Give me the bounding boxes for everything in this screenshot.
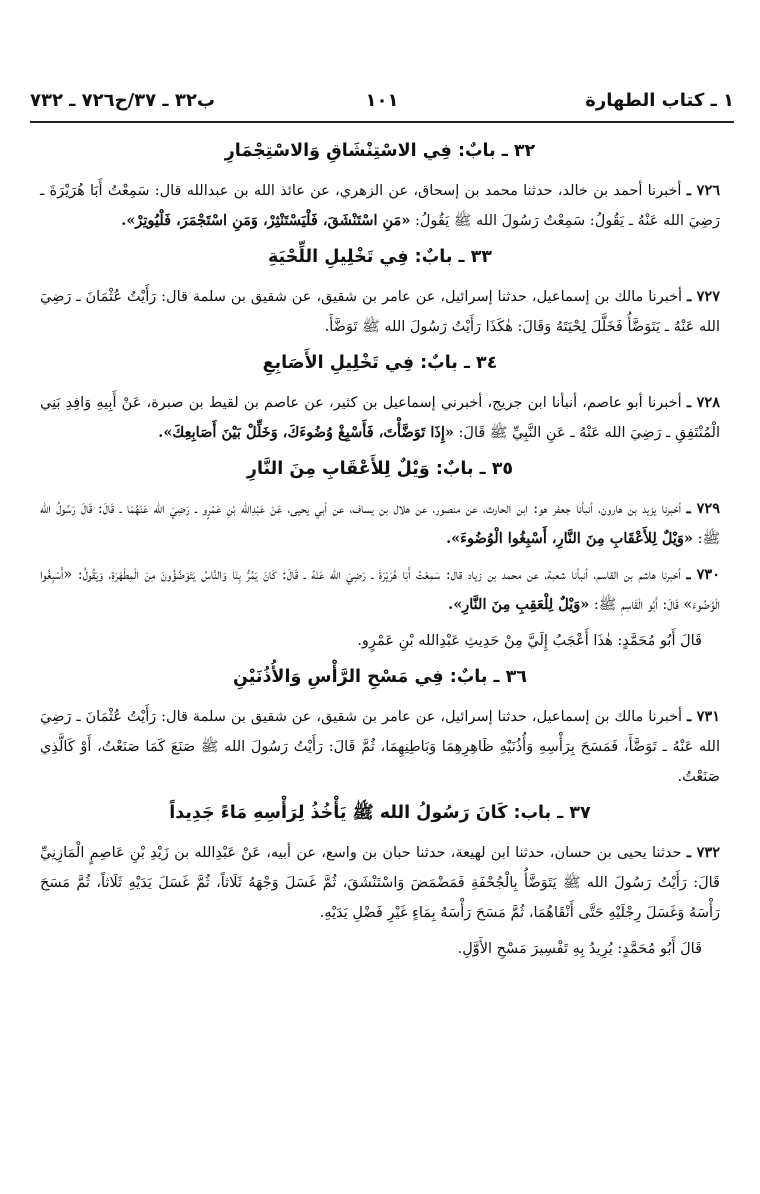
hadith-number: ٧٣٠ ـ [686,566,720,583]
hadith-quote: «إِذَا تَوَضَّأْتَ، فَأَسْبِغْ وُضُوءَكَ، وَخَلِّلْ بَيْنَ أَصَابِعِكَ». [158,424,454,441]
author-note: قَالَ أَبُو مُحَمَّدٍ: هٰذَا أَعْجَبُ إِلَيَّ مِنْ حَدِيثِ عَبْدِالله بْنِ عَمْرٍو. [357,633,702,649]
hadith-isnad: حدثنا يحيى بن حسان، حدثنا ابن لهيعة، حدثنا حبان بن واسع، عن أبيه، عَنْ عَبْدِالله بن زَيْدِ بْنِ عَاصِمٍ الْمَازِنِيِّ قَالَ: رَأَيْتُ رَسُولَ الله ﷺ يَتَوَضَّأُ بِالْجُحْفَةِ فَمَضْمَضَ وَاسْتَنْشَقَ، ثُمَّ غَسَلَ وَجْهَهُ ثَلَاثاً، ثُمَّ غَسَلَ يَدَيْهِ ثَلَاثاً، ثُمَّ مَسَحَ رَأْسَهُ وَغَسَلَ رِجْلَيْهِ حَتَّى أَنْقَاهُمَا، ثُمَّ مَسَحَ رَأْسَهُ بِمَاءٍ غَيْرِ فَضْلِ يَدَيْهِ. [40,845,720,921]
chapter-title: ٣٤ ـ بابٌ: فِي تَخْلِيلِ الأَصَابِعِ [262,353,498,373]
hadith-isnad: أخبرنا أبو عاصم، أنبأنا ابن جريج، أخبرني إسماعيل بن كثير، عن عاصم بن لقيط بن صبرة، عَنْ أَبِيهِ وَافِدِ بَنِي الْمُنْتَفِقِ ـ رَضِيَ الله عَنْهُ ـ عَنِ النَّبِيِّ ﷺ قَالَ: [40,395,720,441]
hadith-number: ٧٢٦ ـ [686,182,721,199]
hadith-entry [40,388,720,448]
hadith-isnad: أخبرنا مالك بن إسماعيل، حدثنا إسرائيل، عن عامر بن شقيق، عن شقيق بن سلمة قال: رَأَيْتُ عُثْمَانَ ـ رَضِيَ الله عَنْهُ ـ تَوَضَّأَ، فَمَسَحَ بِرَأْسِهِ وَأُذُنَيْهِ ظَاهِرِهِمَا وَبَاطِنِهِمَا، ثُمَّ قَالَ: رَأَيْتُ رَسُولَ الله ﷺ صَنَعَ كَمَا صَنَعْتُ، أَوْ كَالَّذِي صَنَعْتُ. [40,709,720,785]
hadith-entry [40,494,720,554]
chapter-title: ٣٦ ـ بابٌ: فِي مَسْحِ الرَّأْسِ وَالأُذُنَيْنِ [232,667,527,687]
author-note: قَالَ أَبُو مُحَمَّدٍ: يُرِيدُ بِهِ تَفْسِيرَ مَسْحِ الأَوَّلِ. [457,941,702,957]
chapter-title: ٣٣ ـ بابٌ: فِي تَخْلِيلِ اللِّحْيَةِ [268,247,492,267]
hadith-isnad: أخبرنا يزيد بن هارون، أنبأنا جعفر هو: ابن الحارث، عن منصور، عن هلال بن يساف، عن أبي يحيى، عَنْ عَبْدِالله بْنِ عَمْرٍو ـ رَضِيَ الله عَنْهُمَا ـ قَالَ: قَالَ رَسُولُ الله ﷺ: [40,501,720,547]
page-number: ١٠١ [365,90,399,111]
hadith-entry [40,282,720,342]
book-title: ١ ـ كتاب الطهارة [585,90,734,111]
hadith-quote: «وَيْلٌ لِلْعَقِبِ مِنَ النَّارِ». [448,596,590,613]
hadith-entry [40,176,720,236]
chapter-title: ٣٥ ـ بابٌ: وَيْلٌ لِلأَعْقَابِ مِنَ النَّارِ [246,459,514,479]
hadith-number: ٧٢٧ ـ [687,288,721,305]
hadith-entry [40,838,720,928]
hadith-quote: «مَنِ اسْتَنْشَقَ، فَلْيَسْتَنْثِرْ، وَمَنِ اسْتَجْمَرَ، فَلْيُوتِرْ». [121,212,411,229]
hadith-number: ٧٣٢ ـ [686,844,721,861]
hadith-entry [40,702,720,792]
chapter-title: ٣٢ ـ بابٌ: فِي الاسْتِنْشَاقِ وَالاسْتِجْمَارِ [224,141,536,161]
chapter-hadith-range: ب٣٢ ـ ٣٧/ح٧٢٦ ـ ٧٣٢ [30,90,215,111]
page-body [40,130,720,968]
hadith-number: ٧٣١ ـ [687,708,721,725]
running-header [30,84,734,118]
hadith-isnad: أخبرنا مالك بن إسماعيل، حدثنا إسرائيل، عن عامر بن شقيق، عن شقيق بن سلمة قال: رَأَيْتُ عُثْمَانَ ـ رَضِيَ الله عَنْهُ ـ يَتَوَضَّأُ فَخَلَّلَ لِحْيَتَهُ وَقَالَ: هٰكَذَا رَأَيْتُ رَسُولَ الله ﷺ تَوَضَّأَ. [40,289,720,335]
hadith-entry [40,560,720,620]
hadith-number: ٧٢٨ ـ [686,394,721,411]
header-rule [30,121,734,123]
chapter-title: ٣٧ ـ باب: كَانَ رَسُولُ الله ﷺ يَأْخُذُ لِرَأْسِهِ مَاءً جَدِيداً [169,803,591,823]
hadith-isnad: أخبرنا هاشم بن القاسم، أنبأنا شعبة، عن محمد بن زياد قال: سَمِعْتُ أَبَا هُرَيْرَةَ ـ رَضِيَ الله عَنْهُ ـ قَالَ: كَانَ يَمُرُّ بِنَا وَالنَّاسُ يَتَوَضَّؤُونَ مِنَ الْمِطْهَرَةِ، وَيَقُولُ: «أَسْبِغُوا الْوُضُوءَ» قَالَ: أَبُو الْقَاسِمِ ﷺ: [40,567,720,613]
hadith-number: ٧٢٩ ـ [686,500,721,517]
hadith-isnad: أخبرنا أحمد بن خالد، حدثنا محمد بن إسحاق، عن الزهري، عن عائذ الله بن عبدالله قال: سَمِعْتُ أَبَا هُرَيْرَةَ ـ رَضِيَ الله عَنْهُ ـ يَقُولُ: سَمِعْتُ رَسُولَ الله ﷺ يَقُولُ: [40,183,720,229]
hadith-quote: «وَيْلٌ لِلأَعْقَابِ مِنَ النَّارِ، أَسْبِغُوا الْوُضُوءَ». [446,530,693,547]
